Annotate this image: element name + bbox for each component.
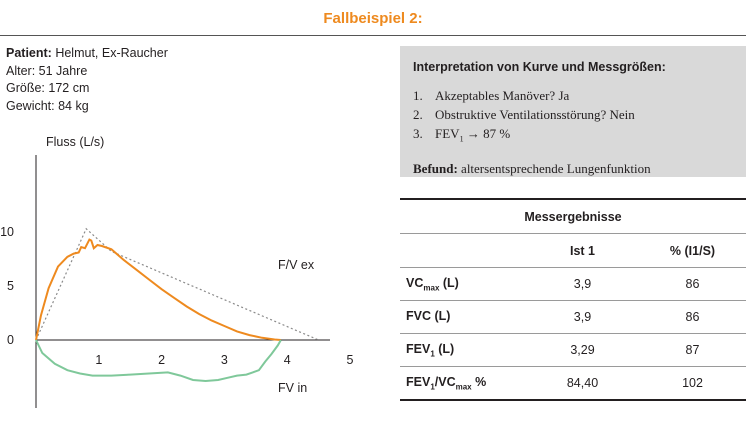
results-caption: Messergebnisse xyxy=(400,199,746,234)
table-row: $FEV_1$ (L) 3,29 87 xyxy=(400,334,746,367)
patient-name: Helmut, Ex-Raucher xyxy=(55,46,168,60)
results-table xyxy=(400,198,746,401)
befund-text: altersentsprechende Lungenfunktion xyxy=(457,160,651,176)
page-title: Fallbeispiel 2: xyxy=(323,10,423,27)
interpretation-item: 2. Obstruktive Ventilationsstörung? Nein xyxy=(413,107,635,122)
x-tick-label: 4 xyxy=(283,353,291,367)
y-axis-label: Fluss (L/s) xyxy=(46,135,105,149)
y-tick-label: 10 xyxy=(0,225,14,239)
befund-line xyxy=(413,161,734,177)
interpretation-item: 3. $FEV_1 \to 87$ % xyxy=(413,126,511,144)
table-row: FVC (L) 3,9 86 xyxy=(400,301,746,334)
interpretation-list xyxy=(413,86,734,149)
table-row: $VC_{max}$ (L) 3,9 86 xyxy=(400,268,746,301)
befund-label: Befund: xyxy=(413,160,458,176)
flow-volume-chart xyxy=(0,128,390,428)
patient-weight: Gewicht: 84 kg xyxy=(6,98,89,113)
interpretation-heading: Interpretation von Kurve und Messgrößen: xyxy=(413,60,666,74)
header-percent: % (I1/S) xyxy=(639,234,746,268)
patient-info xyxy=(6,45,168,115)
table-row: $FEV_1/VC_{max}$ % 84,40 102 xyxy=(406,374,703,392)
patient-label: Patient: xyxy=(6,46,52,60)
predicted-curve xyxy=(36,229,319,340)
patient-height: Größe: 172 cm xyxy=(6,81,90,95)
x-tick-label: 3 xyxy=(220,353,228,367)
header-ist: Ist 1 xyxy=(526,234,639,268)
interpretation-box xyxy=(400,46,746,177)
y-tick-label: 0 xyxy=(7,333,14,347)
interpretation-item: 1. Akzeptables Manöver? Ja xyxy=(413,88,570,103)
x-tick-label: 1 xyxy=(95,353,103,367)
title-divider xyxy=(0,35,746,36)
inspiratory-label: FV in xyxy=(278,381,308,395)
x-tick-label: 5 xyxy=(346,353,354,367)
expiratory-curve xyxy=(36,240,281,340)
header-parameter xyxy=(400,234,526,268)
patient-age: Alter: 51 Jahre xyxy=(6,63,88,78)
patient-name-line xyxy=(6,45,168,63)
expiratory-label: F/V ex xyxy=(278,258,315,272)
x-tick-label: 2 xyxy=(158,353,166,367)
y-tick-label: 5 xyxy=(7,279,14,293)
